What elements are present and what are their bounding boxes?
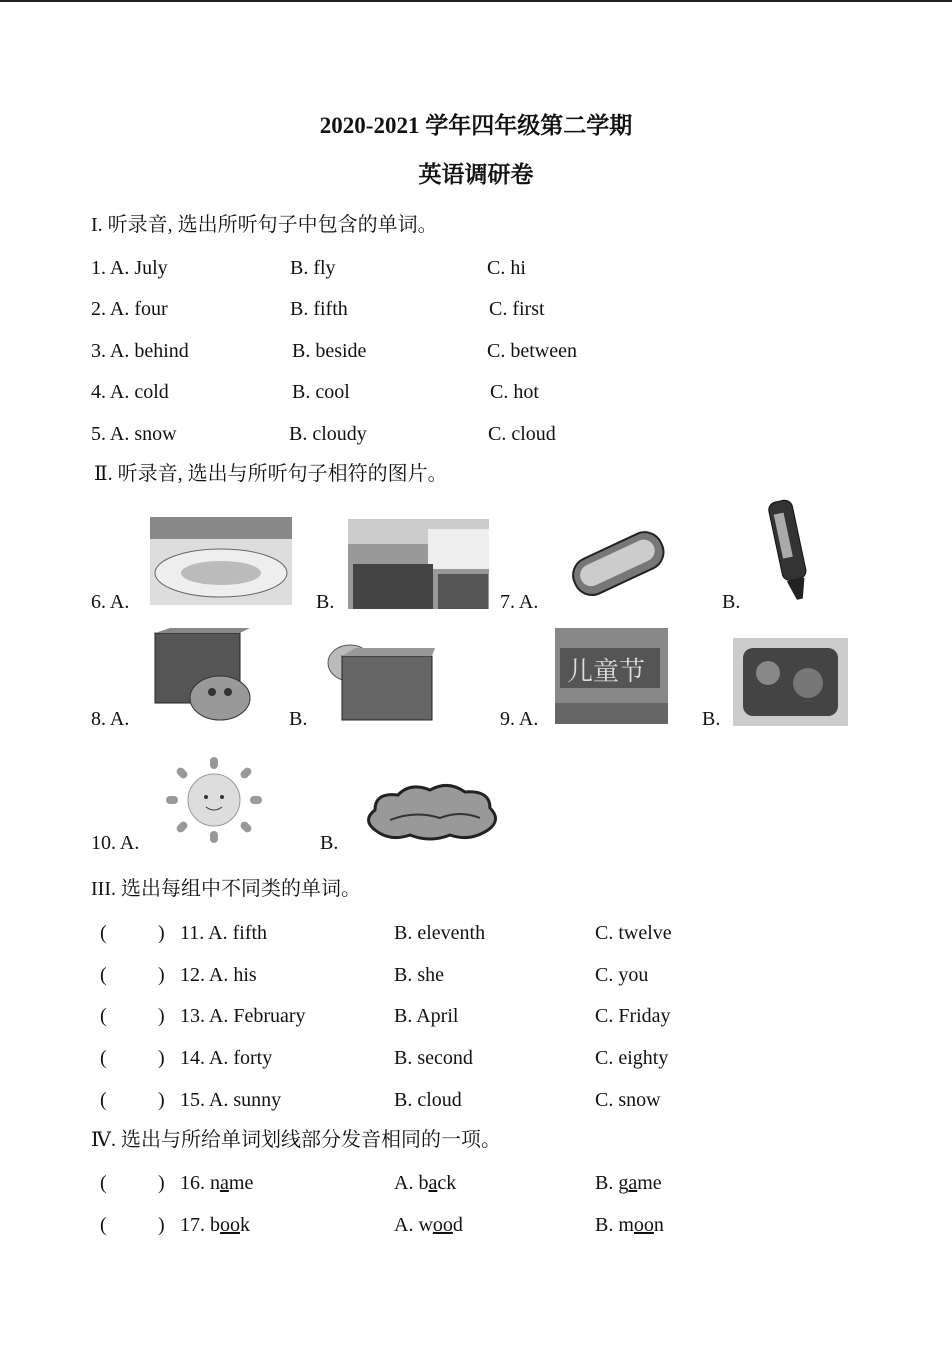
- answer-blank-open: (: [100, 1214, 107, 1236]
- option: B. fly: [290, 257, 336, 279]
- question-word: [180, 1171, 253, 1195]
- label-9a: 9. A.: [500, 708, 539, 730]
- section3-heading: III. 选出每组中不同类的单词。: [91, 878, 361, 900]
- section1-heading: I. 听录音, 选出所听句子中包含的单词。: [91, 214, 438, 236]
- option: 3. A. behind: [91, 340, 189, 362]
- sun-image: [160, 755, 268, 845]
- answer-blank-open: (: [100, 1089, 107, 1111]
- option: B. cloudy: [289, 423, 367, 445]
- svg-text:儿童节: 儿童节: [567, 657, 646, 687]
- underlined-letters: a: [220, 1172, 229, 1194]
- word-prefix: B. g: [595, 1172, 629, 1194]
- label-9b: B.: [702, 708, 721, 730]
- label-6b: B.: [316, 591, 335, 613]
- option: [595, 1213, 664, 1237]
- option: 12. A. his: [180, 964, 257, 986]
- answer-blank-close: ): [158, 1005, 165, 1027]
- option: 5. A. snow: [91, 423, 177, 445]
- option: 14. A. forty: [180, 1047, 273, 1069]
- answer-blank-close: ): [158, 1047, 165, 1069]
- answer-blank-open: (: [100, 1047, 107, 1069]
- option: 1. A. July: [91, 257, 168, 279]
- option: C. you: [595, 964, 649, 986]
- label-8a: 8. A.: [91, 708, 130, 730]
- option: 2. A. four: [91, 298, 168, 320]
- option: C. first: [489, 298, 545, 320]
- answer-blank-close: ): [158, 964, 165, 986]
- option: [595, 1171, 662, 1195]
- word-prefix: B. m: [595, 1214, 634, 1236]
- word-prefix: 16. n: [180, 1172, 220, 1194]
- option: C. snow: [595, 1089, 661, 1111]
- word-suffix: d: [452, 1214, 463, 1236]
- exam-subtitle: 英语调研卷: [418, 162, 534, 187]
- word-prefix: A. b: [394, 1172, 429, 1194]
- option: B. fifth: [290, 298, 348, 320]
- childrens-day-image: [555, 628, 668, 724]
- answer-blank-open: (: [100, 1005, 107, 1027]
- answer-blank-open: (: [100, 922, 107, 944]
- word-suffix: k: [240, 1214, 250, 1236]
- option: B. beside: [292, 340, 367, 362]
- option: B. she: [394, 964, 444, 986]
- option: B. second: [394, 1047, 473, 1069]
- label-6a: 6. A.: [91, 591, 130, 613]
- option: 11. A. fifth: [180, 922, 268, 944]
- pencil-case-image: [565, 520, 670, 605]
- answer-blank-close: ): [158, 1214, 165, 1236]
- underlined-letters: oo: [633, 1214, 654, 1236]
- option: C. eighty: [595, 1047, 669, 1069]
- section2-heading: Ⅱ. 听录音, 选出与所听句子相符的图片。: [94, 463, 448, 485]
- question-word: [180, 1213, 250, 1237]
- option: B. cloud: [394, 1089, 462, 1111]
- word-suffix: me: [637, 1172, 662, 1194]
- toy-in-front-of-box-image: [150, 628, 268, 722]
- option: B. cool: [292, 381, 350, 403]
- marker-pen-image: [765, 492, 815, 605]
- label-10a: 10. A.: [91, 832, 140, 854]
- word-prefix: A. w: [394, 1214, 433, 1236]
- option: C. hi: [487, 257, 526, 279]
- page-top-border: [0, 0, 952, 2]
- option: C. between: [487, 340, 577, 362]
- label-10b: B.: [320, 832, 339, 854]
- underlined-letters: a: [628, 1172, 638, 1194]
- option: C. twelve: [595, 922, 672, 944]
- cloud-image: [360, 780, 503, 845]
- playground-image: [150, 517, 292, 605]
- option: [394, 1171, 456, 1195]
- exam-title: 2020-2021 学年四年级第二学期: [319, 113, 633, 138]
- festival-image: [733, 638, 848, 726]
- option: C. cloud: [488, 423, 556, 445]
- option: [394, 1213, 463, 1237]
- answer-blank-open: (: [100, 1172, 107, 1194]
- label-7b: B.: [722, 591, 741, 613]
- underlined-letters: oo: [432, 1214, 453, 1236]
- option: 4. A. cold: [91, 381, 169, 403]
- answer-blank-open: (: [100, 964, 107, 986]
- classroom-image: [348, 519, 489, 609]
- toy-behind-box-image: [320, 638, 435, 722]
- option: B. eleventh: [394, 922, 486, 944]
- option: C. Friday: [595, 1005, 671, 1027]
- label-8b: B.: [289, 708, 308, 730]
- underlined-letters: a: [428, 1172, 438, 1194]
- underlined-letters: oo: [220, 1214, 240, 1236]
- label-7a: 7. A.: [500, 591, 539, 613]
- answer-blank-close: ): [158, 1172, 165, 1194]
- option: 13. A. February: [180, 1005, 306, 1027]
- word-prefix: 17. b: [180, 1214, 220, 1236]
- option: B. April: [394, 1005, 459, 1027]
- option: C. hot: [490, 381, 539, 403]
- answer-blank-close: ): [158, 1089, 165, 1111]
- word-suffix: n: [653, 1214, 664, 1236]
- section4-heading: Ⅳ. 选出与所给单词划线部分发音相同的一项。: [91, 1129, 501, 1151]
- word-suffix: ck: [437, 1172, 457, 1194]
- word-suffix: me: [228, 1172, 254, 1194]
- answer-blank-close: ): [158, 922, 165, 944]
- option: 15. A. sunny: [180, 1089, 282, 1111]
